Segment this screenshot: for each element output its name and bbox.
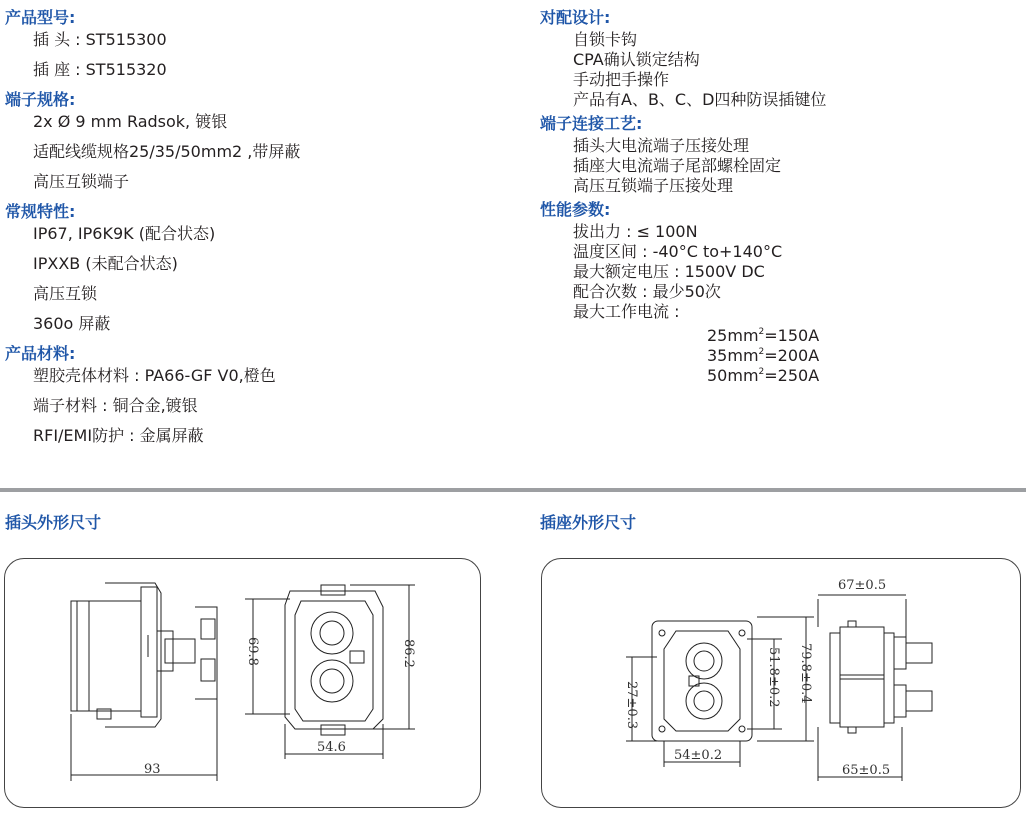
socket-outline-drawing xyxy=(542,559,1020,807)
spec-line: 配合次数 : 最少50次 xyxy=(573,282,721,301)
plug-drawing-frame xyxy=(4,558,481,808)
current-rating-25: $25mm^2=150A$ xyxy=(707,326,820,345)
spec-line: IP67, IP6K9K (配合状态) xyxy=(33,224,216,243)
general-heading: 常规特性: xyxy=(5,202,76,221)
spec-line: 自锁卡钩 xyxy=(573,30,638,49)
plug-inner-height-dim: 69.8 xyxy=(245,637,260,666)
socket-inner-height-dim: 51.8±0.2 xyxy=(766,647,781,708)
spec-line: 温度区间 : -40°C to+140°C xyxy=(573,242,783,261)
process-heading: 端子连接工艺: xyxy=(540,114,643,133)
performance-heading: 性能参数: xyxy=(540,200,611,219)
product-model-heading: 产品型号: xyxy=(5,8,76,27)
material-heading: 产品材料: xyxy=(5,344,76,363)
spec-line: RFI/EMI防护 : 金属屏蔽 xyxy=(33,426,204,445)
socket-dimensions-title: 插座外形尺寸 xyxy=(540,513,637,532)
socket-top-width-dim: 67±0.5 xyxy=(838,578,887,593)
spec-line: 2x Ø 9 mm Radsok, 镀银 xyxy=(33,112,228,131)
socket-drawing-frame xyxy=(541,558,1021,808)
spec-line: 插座大电流端子尾部螺栓固定 xyxy=(573,156,782,175)
spec-line: CPA确认锁定结构 xyxy=(573,50,700,69)
plug-outline-drawing xyxy=(5,559,480,807)
plug-outer-height-dim: 86.2 xyxy=(401,639,416,668)
spec-line: 360o 屏蔽 xyxy=(33,314,111,333)
socket-front-width-dim: 54±0.2 xyxy=(674,748,723,763)
spec-line: 高压互锁端子压接处理 xyxy=(573,176,734,195)
spec-line: 插头大电流端子压接处理 xyxy=(573,136,750,155)
plug-length-dim: 93 xyxy=(144,762,161,777)
spec-line: 插 座 : ST515320 xyxy=(33,60,167,79)
spec-line: 插 头 : ST515300 xyxy=(33,30,167,49)
socket-bottom-width-dim: 65±0.5 xyxy=(842,763,891,778)
terminal-spec-heading: 端子规格: xyxy=(5,90,76,109)
spec-line: 高压互锁端子 xyxy=(33,172,130,191)
spec-line: 产品有A、B、C、D四种防误插键位 xyxy=(573,90,827,109)
spec-line: 高压互锁 xyxy=(33,284,98,303)
current-rating-50: $50mm^2=250A$ xyxy=(707,366,820,385)
current-rating-35: $35mm^2=200A$ xyxy=(707,346,820,365)
section-divider xyxy=(0,488,1026,492)
left-spec-column xyxy=(5,0,505,456)
spec-line: 最大额定电压 : 1500V DC xyxy=(573,262,765,281)
spec-line: 塑胶壳体材料 : PA66-GF V0,橙色 xyxy=(33,366,276,385)
plug-face-width-dim: 54.6 xyxy=(317,740,346,755)
spec-line: 适配线缆规格25/35/50mm2 ,带屏蔽 xyxy=(33,142,301,161)
spec-line: 端子材料 : 铜合金,镀银 xyxy=(33,396,198,415)
spec-line: IPXXB (未配合状态) xyxy=(33,254,178,273)
right-spec-column xyxy=(540,0,1020,385)
spec-line: 手动把手操作 xyxy=(573,70,670,89)
socket-offset-dim: 27±0.3 xyxy=(624,681,639,730)
mating-heading: 对配设计: xyxy=(540,8,611,27)
socket-outer-height-dim: 79.8±0.4 xyxy=(798,643,813,704)
spec-line: 最大工作电流 : xyxy=(573,302,680,321)
spec-line: 拔出力 : ≤ 100N xyxy=(573,222,698,241)
plug-dimensions-title: 插头外形尺寸 xyxy=(5,513,102,532)
